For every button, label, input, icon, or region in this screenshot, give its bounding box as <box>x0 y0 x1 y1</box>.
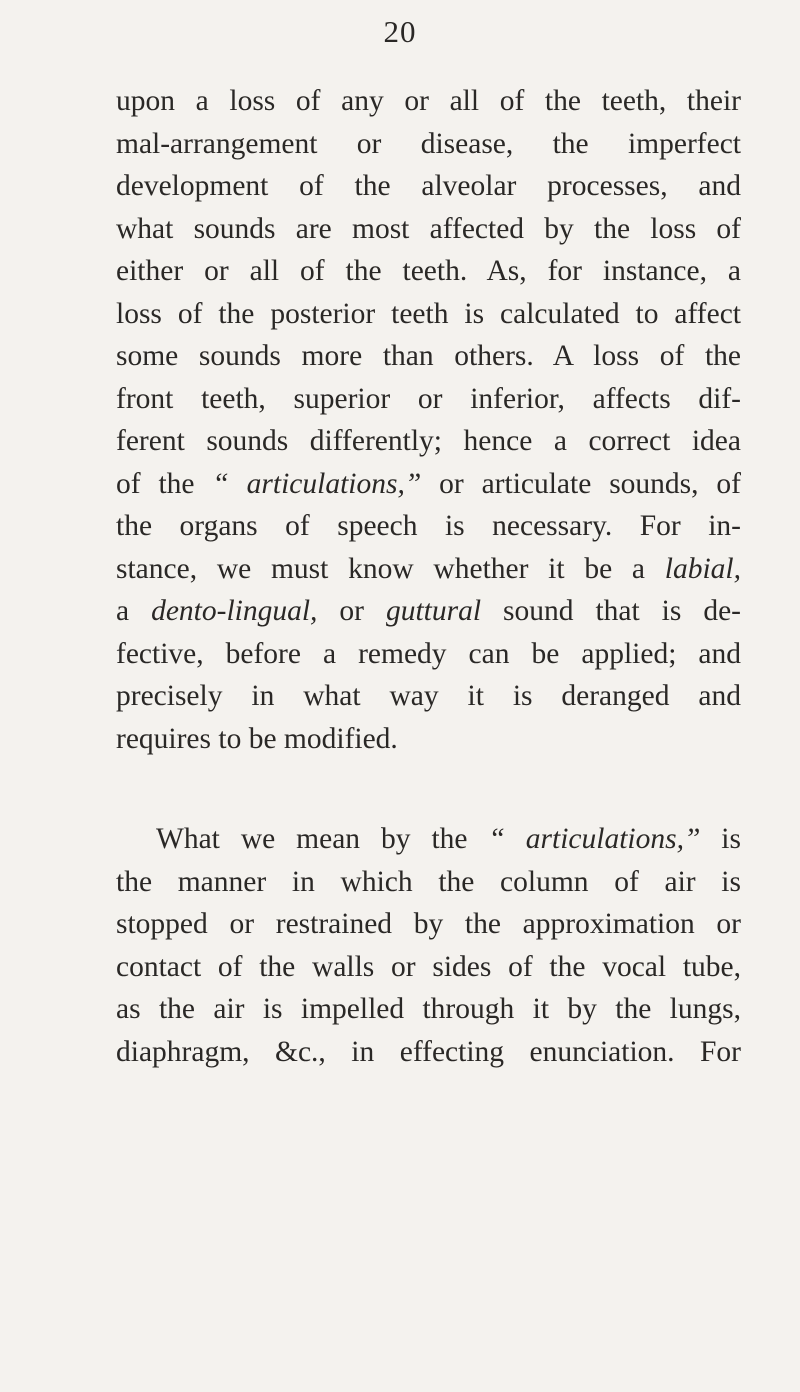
text-line <box>116 633 741 676</box>
text-segment: development of the alveolar processes, and <box>116 170 741 202</box>
text-segment: stance, we must know whether it be a <box>116 552 665 585</box>
page-number: 20 <box>383 14 417 49</box>
text-line <box>116 250 741 293</box>
text-line <box>116 505 741 548</box>
text-segment: of the <box>116 467 213 500</box>
text-line <box>116 718 741 761</box>
text-segment: mal-arrangement or disease, the imperfect <box>116 127 741 160</box>
text-line <box>116 675 741 718</box>
italic-text: guttural <box>385 595 482 627</box>
text-segment: or <box>317 595 386 627</box>
text-line <box>116 818 741 861</box>
text-line <box>116 208 741 251</box>
text-segment: front teeth, superior or inferior, affects dif- <box>116 382 741 415</box>
text-segment: or articulate sounds, of <box>421 467 741 500</box>
italic-text: “ articulations,” <box>488 823 701 855</box>
italic-text: dento-lingual, <box>151 595 318 627</box>
text-line <box>116 903 741 946</box>
text-line <box>116 420 741 463</box>
text-line <box>116 1031 741 1074</box>
text-line <box>116 378 741 421</box>
text-segment: What we mean by the <box>156 823 489 855</box>
text-segment: the manner in which the column of air is <box>116 865 741 898</box>
text-line <box>116 165 741 208</box>
text-line <box>116 861 741 904</box>
text-segment: ferent sounds differently; hence a correct idea <box>116 425 741 457</box>
text-segment: upon a loss of any or all of the teeth, their <box>116 85 741 117</box>
text-segment: is <box>700 823 741 855</box>
text-line <box>116 293 741 336</box>
text-segment: stopped or restrained by the approximation or <box>116 908 741 940</box>
text-segment: loss of the posterior teeth is calculated to affect <box>116 297 741 330</box>
text-line <box>116 590 741 633</box>
text-segment: fective, before a remedy can be applied; and <box>116 637 741 670</box>
text-segment: what sounds are most affected by the loss of <box>116 212 741 245</box>
text-line <box>116 335 741 378</box>
text-segment: a <box>116 595 152 627</box>
text-segment: sound that is de- <box>481 595 742 627</box>
text-segment: the organs of speech is necessary. For in- <box>116 510 741 542</box>
text-segment: diaphragm, &c., in effecting enunciation. For <box>116 1035 741 1068</box>
text-segment: either or all of the teeth. As, for instance, a <box>116 255 741 287</box>
text-line <box>116 988 741 1031</box>
text-segment: precisely in what way it is deranged and <box>116 680 741 712</box>
text-segment: requires to be modified. <box>116 722 398 755</box>
text-line <box>116 80 741 123</box>
italic-text: labial, <box>664 552 741 585</box>
text-line <box>116 123 741 166</box>
text-segment: some sounds more than others. A loss of the <box>116 340 741 372</box>
italic-text: “ articulations,” <box>212 467 422 500</box>
text-line <box>116 463 741 506</box>
text-line <box>116 946 741 989</box>
text-segment: as the air is impelled through it by the lungs, <box>116 993 741 1025</box>
text-segment: contact of the walls or sides of the vocal tube, <box>116 950 741 983</box>
text-line <box>116 548 741 591</box>
paragraph-1 <box>116 80 741 760</box>
paragraph-2 <box>116 818 741 1073</box>
